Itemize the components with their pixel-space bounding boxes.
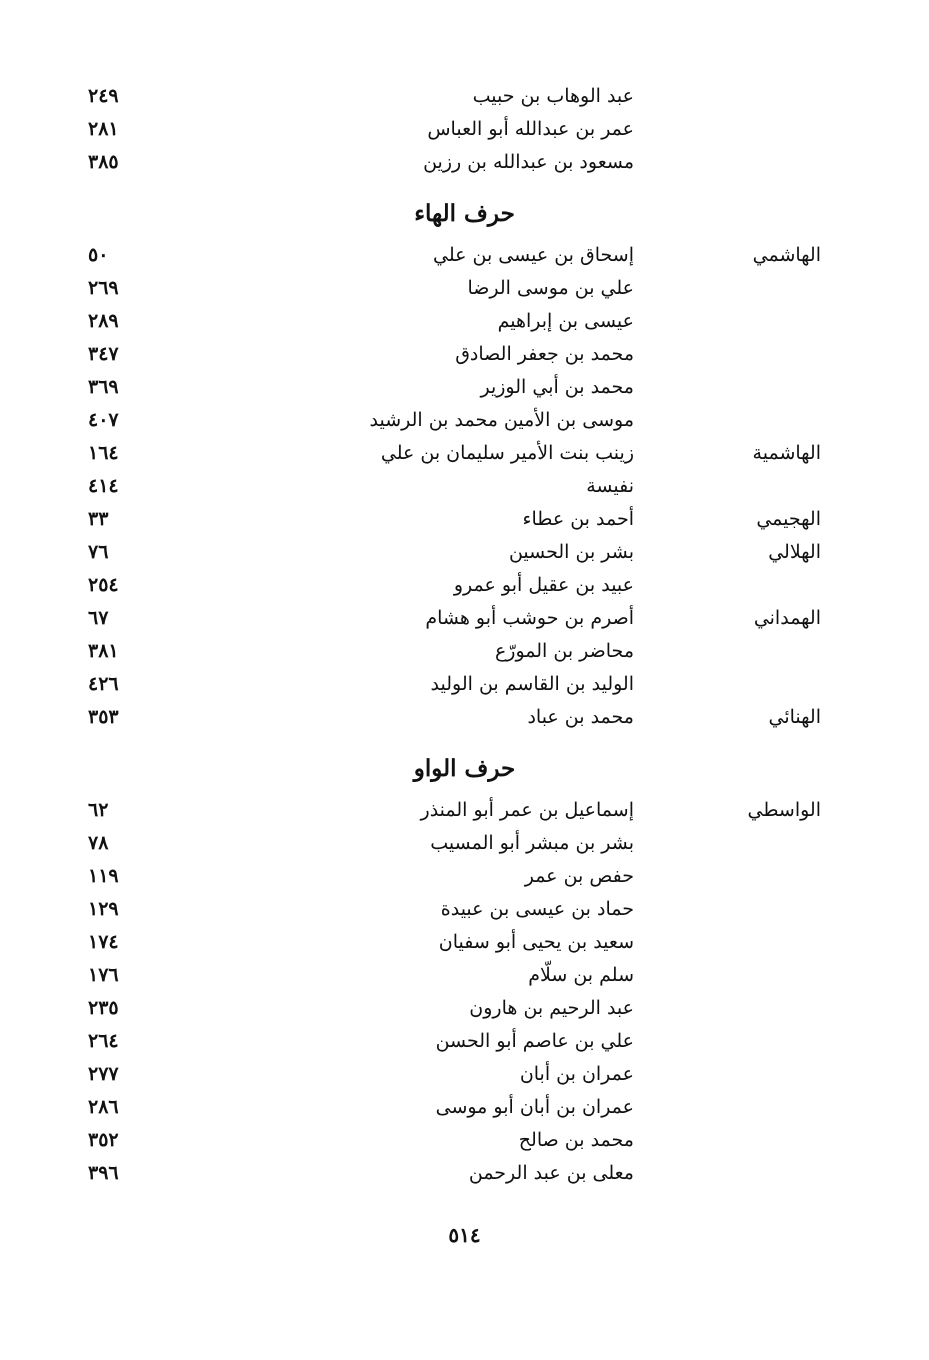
index-entry	[0, 404, 929, 437]
entry-name: عمران بن أبان أبو موسى	[435, 1096, 634, 1118]
index-entry	[0, 113, 929, 146]
index-entry	[0, 1025, 929, 1058]
entry-nisba: الهمداني	[753, 607, 821, 629]
index-entry	[0, 437, 929, 470]
entry-page-number: ٤٠٧	[88, 409, 119, 431]
entry-page-number: ٢٨٦	[88, 1096, 119, 1118]
entry-name: سعيد بن يحيى أبو سفيان	[438, 931, 634, 953]
index-entry	[0, 602, 929, 635]
entry-nisba: الهلالي	[768, 541, 821, 563]
entry-name: أحمد بن عطاء	[522, 508, 634, 530]
entry-page-number: ٢٧٧	[88, 1063, 119, 1085]
entry-name: إسحاق بن عيسى بن علي	[433, 244, 634, 266]
entry-name: موسى بن الأمين محمد بن الرشيد	[369, 409, 634, 431]
entry-page-number: ٢٨١	[88, 118, 119, 140]
entry-name: عيسى بن إبراهيم	[497, 310, 634, 332]
entry-name: محمد بن أبي الوزير	[480, 376, 634, 398]
entry-page-number: ٢٣٥	[88, 997, 119, 1019]
entry-name: مسعود بن عبدالله بن رزين	[423, 151, 634, 173]
index-entry	[0, 701, 929, 734]
index-entry	[0, 146, 929, 179]
entry-page-number: ٣٩٦	[88, 1162, 119, 1184]
entry-page-number: ٢٨٩	[88, 310, 119, 332]
index-entry	[0, 668, 929, 701]
entry-nisba: الهاشمية	[752, 442, 821, 464]
index-entry	[0, 926, 929, 959]
entry-name: نفيسة	[586, 475, 634, 497]
entry-page-number: ١١٩	[88, 865, 119, 887]
entry-name: أصرم بن حوشب أبو هشام	[425, 607, 634, 629]
index-entry	[0, 1124, 929, 1157]
entry-page-number: ٣٨١	[88, 640, 119, 662]
entry-name: بشر بن الحسين	[508, 541, 634, 563]
entry-name: معلى بن عبد الرحمن	[468, 1162, 634, 1184]
entry-name: عبد الرحيم بن هارون	[469, 997, 634, 1019]
index-entry	[0, 959, 929, 992]
entry-page-number: ٣٤٧	[88, 343, 119, 365]
entry-name: محمد بن عباد	[527, 706, 634, 728]
index-entry	[0, 80, 929, 113]
entry-page-number: ٢٦٩	[88, 277, 119, 299]
entry-name: علي بن عاصم أبو الحسن	[435, 1030, 634, 1052]
index-entry	[0, 1058, 929, 1091]
entry-page-number: ٤١٤	[88, 475, 119, 497]
entry-page-number: ٧٦	[88, 541, 109, 563]
page-number: ٥١٤	[448, 1223, 481, 1247]
entry-name: زينب بنت الأمير سليمان بن علي	[380, 442, 634, 464]
index-entry	[0, 1157, 929, 1190]
section-heading: حرف الواو	[413, 755, 516, 782]
entry-nisba: الهنائي	[768, 706, 821, 728]
index-entry	[0, 569, 929, 602]
entry-name: بشر بن مبشر أبو المسيب	[430, 832, 634, 854]
entry-page-number: ١٢٩	[88, 898, 119, 920]
index-entry	[0, 794, 929, 827]
index-entry	[0, 371, 929, 404]
index-entry	[0, 272, 929, 305]
entry-name: عمران بن أبان	[519, 1063, 634, 1085]
entry-name: عبد الوهاب بن حبيب	[472, 85, 634, 107]
entry-name: عبيد بن عقيل أبو عمرو	[453, 574, 634, 596]
index-entry	[0, 992, 929, 1025]
entry-page-number: ٧٨	[88, 832, 109, 854]
entry-name: سلم بن سلّام	[528, 964, 634, 986]
entry-page-number: ٥٠	[88, 244, 109, 266]
entry-name: حفص بن عمر	[524, 865, 634, 887]
entry-name: محمد بن جعفر الصادق	[455, 343, 634, 365]
index-entry	[0, 827, 929, 860]
index-entry	[0, 503, 929, 536]
entry-page-number: ١٧٦	[88, 964, 119, 986]
entry-nisba: الواسطي	[747, 799, 821, 821]
entry-page-number: ٣٥٢	[88, 1129, 119, 1151]
entry-name: علي بن موسى الرضا	[467, 277, 634, 299]
index-entry	[0, 239, 929, 272]
index-entry	[0, 470, 929, 503]
entry-page-number: ٣٥٣	[88, 706, 119, 728]
entry-page-number: ٢٤٩	[88, 85, 119, 107]
entry-page-number: ٣٦٩	[88, 376, 119, 398]
index-entry	[0, 635, 929, 668]
entry-page-number: ٣٨٥	[88, 151, 119, 173]
entry-page-number: ٦٢	[88, 799, 109, 821]
section-heading: حرف الهاء	[414, 200, 515, 227]
entry-name: محمد بن صالح	[518, 1129, 634, 1151]
entry-name: إسماعيل بن عمر أبو المنذر	[420, 799, 634, 821]
entry-page-number: ١٧٤	[88, 931, 119, 953]
index-entry	[0, 338, 929, 371]
entry-page-number: ٦٧	[88, 607, 109, 629]
entry-page-number: ٤٢٦	[88, 673, 119, 695]
entry-name: الوليد بن القاسم بن الوليد	[430, 673, 634, 695]
entry-name: حماد بن عيسى بن عبيدة	[440, 898, 634, 920]
index-entry	[0, 1091, 929, 1124]
index-entry	[0, 893, 929, 926]
index-entry	[0, 305, 929, 338]
entry-page-number: ٢٦٤	[88, 1030, 119, 1052]
index-entry	[0, 860, 929, 893]
entry-nisba: الهجيمي	[756, 508, 821, 530]
entry-name: محاضر بن المورّع	[494, 640, 634, 662]
entry-nisba: الهاشمي	[752, 244, 821, 266]
entry-page-number: ١٦٤	[88, 442, 119, 464]
entry-page-number: ٣٣	[88, 508, 109, 530]
entry-page-number: ٢٥٤	[88, 574, 119, 596]
entry-name: عمر بن عبدالله أبو العباس	[427, 118, 634, 140]
index-entry	[0, 536, 929, 569]
